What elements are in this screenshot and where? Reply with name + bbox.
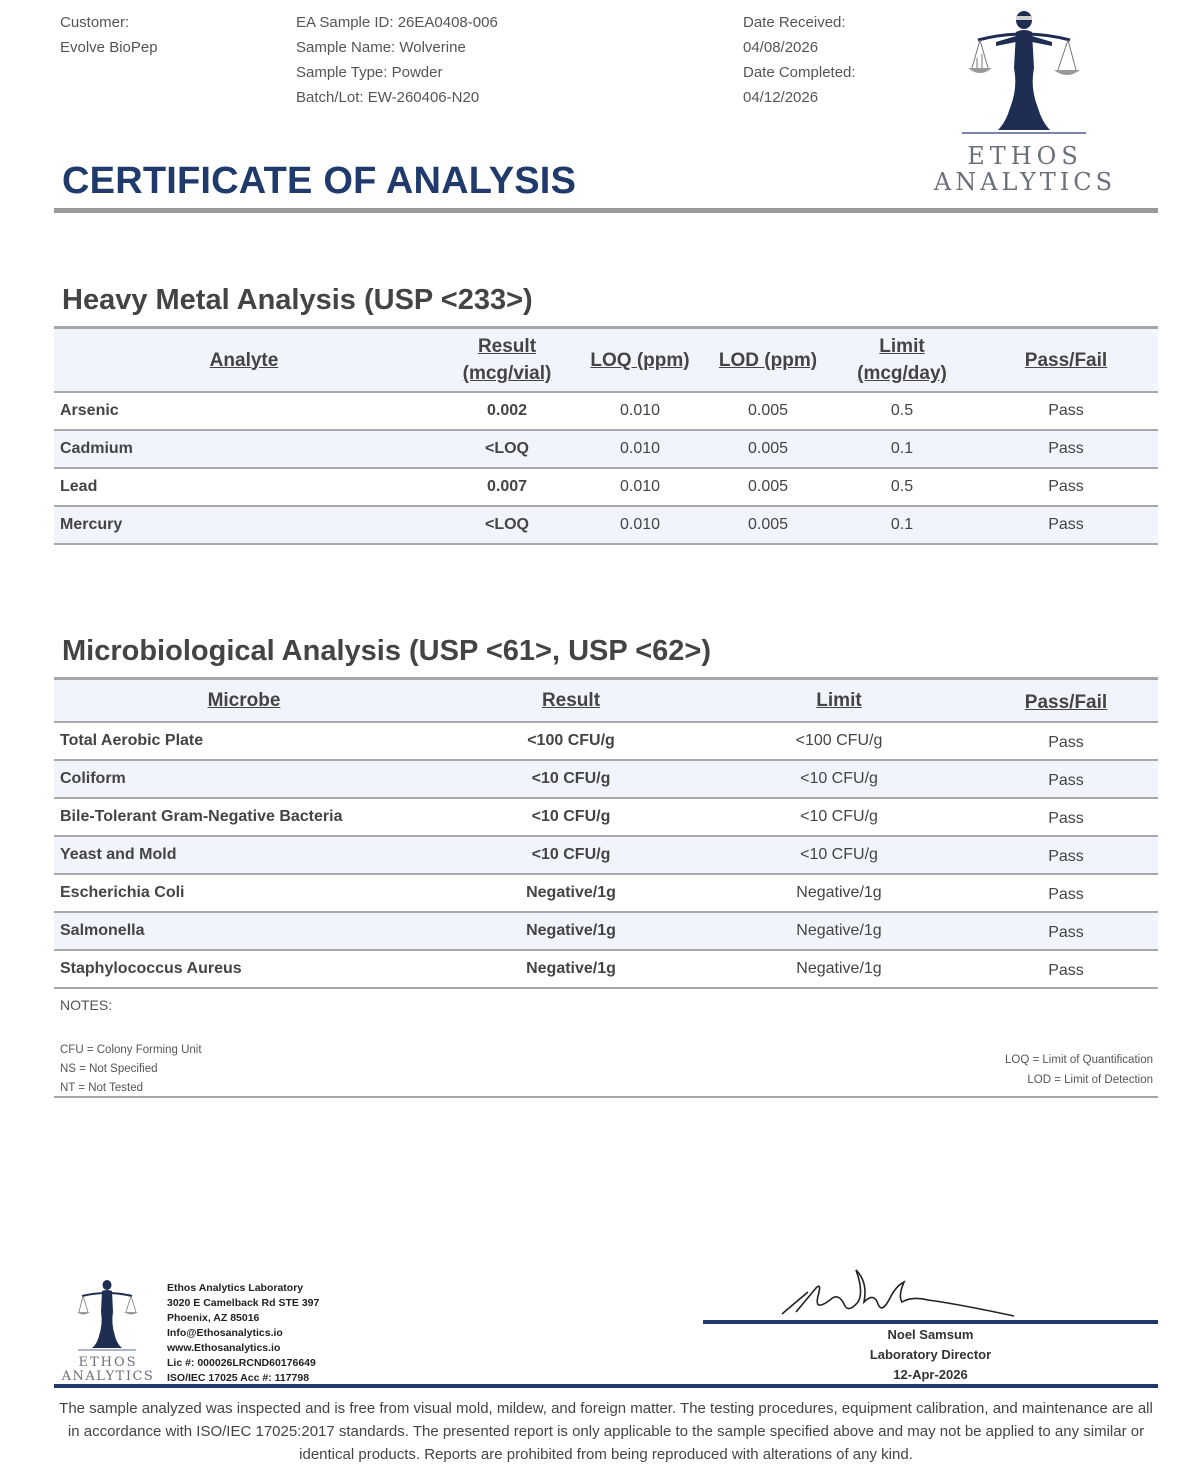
page-title: CERTIFICATE OF ANALYSIS — [62, 160, 577, 202]
status-cell: Pass — [1048, 885, 1084, 903]
limit-cell: 0.5 — [890, 402, 914, 419]
limit-cell: <10 CFU/g — [800, 808, 878, 825]
table-row — [54, 723, 1158, 761]
analyte-cell: Cadmium — [60, 440, 133, 457]
table-row — [54, 507, 1158, 545]
result-cell: <10 CFU/g — [531, 846, 611, 863]
footer-divider — [54, 1384, 1158, 1388]
microbe-cell: Yeast and Mold — [60, 846, 177, 863]
col-header-result: Result — [541, 690, 601, 711]
ethos-logo-small-icon — [76, 1278, 138, 1352]
table-row — [54, 799, 1158, 837]
status-cell: Pass — [1048, 402, 1084, 419]
lab-address-line-2: Phoenix, AZ 85016 — [167, 1312, 260, 1324]
limit-cell: Negative/1g — [796, 960, 882, 977]
table-row — [54, 761, 1158, 799]
col-header-limit: Limit (mcg/day) — [857, 336, 947, 384]
lab-iso-accreditation: ISO/IEC 17025 Acc #: 117798 — [167, 1372, 310, 1384]
col-header-pass-fail: Pass/Fail — [1024, 349, 1108, 371]
footer-logo-analytics-text: ANALYTICS — [61, 1369, 155, 1384]
microbe-cell: Escherichia Coli — [60, 884, 185, 901]
table-row — [54, 469, 1158, 507]
lab-address-line-1: 3020 E Camelback Rd STE 397 — [167, 1297, 320, 1309]
sample-name: Sample Name: Wolverine — [296, 39, 466, 56]
status-cell: Pass — [1048, 809, 1084, 827]
date-completed: 04/12/2026 — [743, 89, 819, 106]
signature-date: 12-Apr-2026 — [893, 1367, 968, 1382]
result-cell: <LOQ — [484, 516, 529, 533]
limit-cell: 0.1 — [890, 516, 914, 533]
note-cfu: CFU = Colony Forming Unit — [60, 1044, 202, 1056]
limit-cell: <10 CFU/g — [800, 770, 878, 787]
status-cell: Pass — [1048, 478, 1084, 495]
col-header-pass-fail: Pass/Fail — [1024, 692, 1108, 713]
note-loq: LOQ = Limit of Quantification — [1005, 1054, 1153, 1066]
footer-logo-ethos-text: ETHOS — [78, 1355, 138, 1370]
heavy-metal-table — [54, 329, 1158, 545]
table-header-row — [54, 680, 1158, 723]
logo-ethos-text: ETHOS — [967, 142, 1083, 170]
analyte-cell: Arsenic — [60, 402, 119, 419]
microbe-cell: Coliform — [60, 770, 126, 787]
status-cell: Pass — [1048, 923, 1084, 941]
micro-section-title: Microbiological Analysis (USP <61>, USP <62>) — [62, 635, 712, 667]
note-ns: NS = Not Specified — [60, 1063, 158, 1075]
lab-website: www.Ethosanalytics.io — [167, 1342, 281, 1354]
status-cell: Pass — [1048, 516, 1084, 533]
status-cell: Pass — [1048, 733, 1084, 751]
table-row — [54, 431, 1158, 469]
ethos-logo-figure-icon — [960, 8, 1088, 138]
status-cell: Pass — [1048, 847, 1084, 865]
loq-cell: 0.010 — [619, 440, 661, 457]
analyte-cell: Lead — [60, 478, 98, 495]
lod-cell: 0.005 — [747, 478, 789, 495]
result-cell: Negative/1g — [526, 884, 616, 901]
heavy-metal-section-title: Heavy Metal Analysis (USP <233>) — [62, 284, 533, 316]
limit-cell: 0.1 — [890, 440, 914, 457]
title-divider — [54, 208, 1158, 213]
table-row — [54, 837, 1158, 875]
lab-name: Ethos Analytics Laboratory — [167, 1282, 304, 1294]
status-cell: Pass — [1048, 961, 1084, 979]
col-header-result: Result (mcg/vial) — [462, 336, 552, 384]
col-header-analyte: Analyte — [209, 349, 279, 371]
note-lod: LOD = Limit of Detection — [1027, 1074, 1153, 1086]
col-header-lod: LOD (ppm) — [718, 349, 818, 371]
analyte-cell: Mercury — [60, 516, 123, 533]
microbe-cell: Salmonella — [60, 922, 145, 939]
result-cell: Negative/1g — [526, 960, 616, 977]
notes-label: NOTES: — [60, 997, 113, 1013]
lod-cell: 0.005 — [747, 402, 789, 419]
result-cell: <10 CFU/g — [531, 808, 611, 825]
lod-cell: 0.005 — [747, 516, 789, 533]
customer-name: Evolve BioPep — [60, 39, 158, 56]
handwritten-signature — [778, 1262, 1023, 1322]
result-cell: <100 CFU/g — [527, 732, 615, 749]
lod-cell: 0.005 — [747, 440, 789, 457]
result-cell: <10 CFU/g — [531, 770, 611, 787]
status-cell: Pass — [1048, 440, 1084, 457]
table-row — [54, 875, 1158, 913]
sample-type: Sample Type: Powder — [296, 64, 443, 81]
loq-cell: 0.010 — [619, 478, 661, 495]
disclaimer-text: The sample analyzed was inspected and is free from visual mold, mildew, and foreign matter. The testing procedures, equipment calibration, and maintenance are all in accordance with ISO/IEC 17025:2017 standards. The presented report is only applicable to the sample specified above and may not be applied to any similar or identical products. Reports are prohibited from being reproduced with alterations of any kind. — [59, 1400, 1153, 1463]
signer-name: Noel Samsum — [887, 1327, 974, 1342]
notes-divider — [54, 1096, 1158, 1098]
microbe-cell: Bile-Tolerant Gram-Negative Bacteria — [60, 808, 343, 825]
result-cell: 0.007 — [486, 478, 528, 495]
table-row — [54, 913, 1158, 951]
limit-cell: <100 CFU/g — [795, 732, 883, 749]
lab-email: Info@Ethosanalytics.io — [167, 1327, 283, 1339]
status-cell: Pass — [1048, 771, 1084, 789]
result-cell: <LOQ — [484, 440, 529, 457]
result-cell: 0.002 — [486, 402, 528, 419]
table-row — [54, 393, 1158, 431]
signature-line — [703, 1320, 1158, 1324]
limit-cell: <10 CFU/g — [800, 846, 878, 863]
loq-cell: 0.010 — [619, 402, 661, 419]
signer-role: Laboratory Director — [869, 1347, 992, 1362]
sample-id: EA Sample ID: 26EA0408-006 — [296, 14, 498, 31]
lab-license: Lic #: 000026LRCND60176649 — [167, 1357, 316, 1369]
limit-cell: Negative/1g — [796, 884, 882, 901]
col-header-limit: Limit — [816, 690, 862, 711]
customer-label: Customer: — [60, 14, 130, 31]
loq-cell: 0.010 — [619, 516, 661, 533]
logo-analytics-text: ANALYTICS — [933, 168, 1117, 196]
limit-cell: Negative/1g — [796, 922, 882, 939]
microbe-cell: Total Aerobic Plate — [60, 732, 204, 749]
limit-cell: 0.5 — [890, 478, 914, 495]
table-row — [54, 951, 1158, 989]
micro-table — [54, 680, 1158, 989]
note-nt: NT = Not Tested — [60, 1082, 143, 1094]
col-header-microbe: Microbe — [207, 690, 281, 711]
table-header-row — [54, 329, 1158, 393]
batch-lot: Batch/Lot: EW-260406-N20 — [296, 89, 480, 106]
result-cell: Negative/1g — [526, 922, 616, 939]
lab-contact-block — [167, 1281, 319, 1386]
date-completed-label: Date Completed: — [743, 64, 856, 81]
date-received: 04/08/2026 — [743, 39, 819, 56]
date-received-label: Date Received: — [743, 14, 846, 31]
col-header-loq: LOQ (ppm) — [590, 349, 690, 371]
microbe-cell: Staphylococcus Aureus — [60, 960, 242, 977]
